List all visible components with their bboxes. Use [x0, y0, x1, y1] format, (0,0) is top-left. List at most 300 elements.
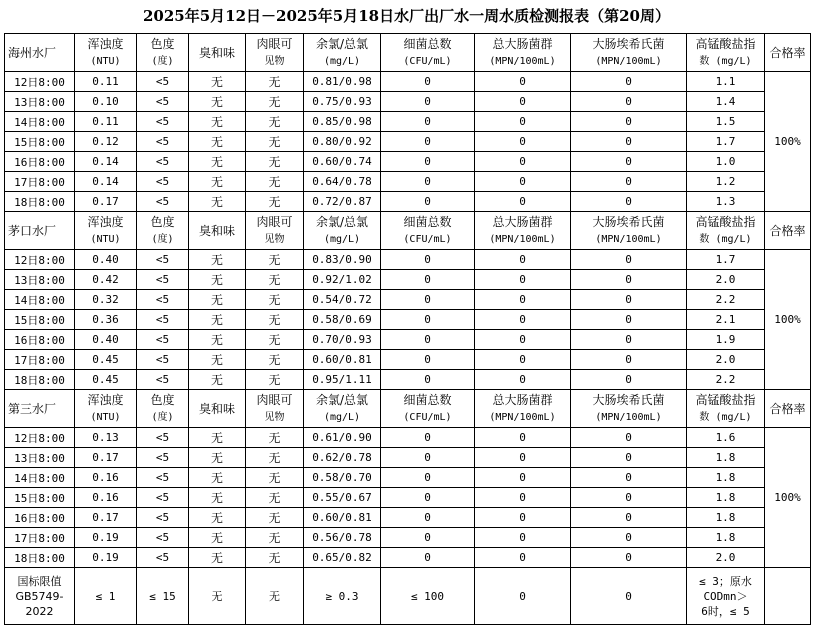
- ecoli-cell: 0: [571, 310, 687, 330]
- chlorine-cell: 0.65/0.82: [304, 548, 381, 568]
- header-bacteria-label: 细菌总数: [403, 214, 452, 229]
- header-chlorine-label: 余氯/总氯: [315, 214, 369, 229]
- turbidity-cell: 0.10: [75, 92, 137, 112]
- color-cell: <5: [137, 448, 189, 468]
- turbidity-cell: 0.45: [75, 350, 137, 370]
- coliform-cell: 0: [475, 488, 571, 508]
- plant-header-row: [5, 390, 811, 428]
- header-coliform-unit: (MPN/100mL): [489, 55, 556, 67]
- header-visible-label: 肉眼可: [256, 214, 293, 229]
- odor-cell: 无: [189, 112, 246, 132]
- odor-cell: 无: [189, 428, 246, 448]
- date-cell: 12日8:00: [5, 428, 75, 448]
- date-cell: 18日8:00: [5, 370, 75, 390]
- color-cell: <5: [137, 172, 189, 192]
- chlorine-cell: 0.56/0.78: [304, 528, 381, 548]
- ecoli-cell: 0: [571, 132, 687, 152]
- header-ecoli: [571, 212, 687, 250]
- header-chlorine-label: 余氯/总氯: [315, 392, 369, 407]
- header-odor: 臭和味: [189, 212, 246, 250]
- chlorine-cell: 0.83/0.90: [304, 250, 381, 270]
- header-visible: [246, 390, 304, 428]
- ecoli-cell: 0: [571, 112, 687, 132]
- color-cell: <5: [137, 468, 189, 488]
- table-row: [5, 330, 811, 350]
- chlorine-cell: 0.85/0.98: [304, 112, 381, 132]
- header-cod: [687, 34, 765, 72]
- odor-cell: 无: [189, 370, 246, 390]
- standard-limits-row: [5, 568, 811, 625]
- odor-cell: 无: [189, 488, 246, 508]
- bacteria-cell: 0: [381, 250, 475, 270]
- bacteria-cell: 0: [381, 112, 475, 132]
- visible-cell: 无: [246, 72, 304, 92]
- header-chlorine: [304, 390, 381, 428]
- odor-cell: 无: [189, 330, 246, 350]
- limit-odor: 无: [189, 568, 246, 625]
- header-cod: [687, 390, 765, 428]
- bacteria-cell: 0: [381, 310, 475, 330]
- color-cell: <5: [137, 310, 189, 330]
- odor-cell: 无: [189, 250, 246, 270]
- ecoli-cell: 0: [571, 72, 687, 92]
- coliform-cell: 0: [475, 92, 571, 112]
- limit-visible: 无: [246, 568, 304, 625]
- cod-cell: 1.2: [687, 172, 765, 192]
- turbidity-cell: 0.19: [75, 528, 137, 548]
- coliform-cell: 0: [475, 528, 571, 548]
- odor-cell: 无: [189, 448, 246, 468]
- coliform-cell: 0: [475, 448, 571, 468]
- date-cell: 14日8:00: [5, 112, 75, 132]
- header-pass-rate: 合格率: [765, 34, 811, 72]
- date-cell: 15日8:00: [5, 132, 75, 152]
- chlorine-cell: 0.55/0.67: [304, 488, 381, 508]
- cod-cell: 1.7: [687, 250, 765, 270]
- coliform-cell: 0: [475, 428, 571, 448]
- header-coliform-unit: (MPN/100mL): [489, 411, 556, 423]
- header-color-label: 色度: [150, 214, 175, 229]
- color-cell: <5: [137, 370, 189, 390]
- table-row: [5, 192, 811, 212]
- color-cell: <5: [137, 428, 189, 448]
- header-ecoli-label: 大肠埃希氏菌: [592, 36, 665, 51]
- header-color: [137, 390, 189, 428]
- table-row: [5, 310, 811, 330]
- visible-cell: 无: [246, 310, 304, 330]
- limit-cod-line: ≤ 3；原水: [699, 574, 752, 588]
- chlorine-cell: 0.60/0.81: [304, 350, 381, 370]
- chlorine-cell: 0.80/0.92: [304, 132, 381, 152]
- header-chlorine: [304, 212, 381, 250]
- visible-cell: 无: [246, 350, 304, 370]
- ecoli-cell: 0: [571, 350, 687, 370]
- cod-cell: 1.8: [687, 488, 765, 508]
- table-row: [5, 548, 811, 568]
- visible-cell: 无: [246, 370, 304, 390]
- table-row: [5, 112, 811, 132]
- visible-cell: 无: [246, 152, 304, 172]
- chlorine-cell: 0.54/0.72: [304, 290, 381, 310]
- bacteria-cell: 0: [381, 428, 475, 448]
- color-cell: <5: [137, 250, 189, 270]
- date-cell: 13日8:00: [5, 270, 75, 290]
- table-row: [5, 152, 811, 172]
- standard-label: [5, 568, 75, 625]
- header-ecoli-unit: (MPN/100mL): [595, 233, 662, 245]
- header-color-unit: (度): [151, 411, 174, 423]
- header-chlorine-unit: (mg/L): [323, 55, 361, 67]
- visible-cell: 无: [246, 488, 304, 508]
- header-odor: 臭和味: [189, 34, 246, 72]
- turbidity-cell: 0.17: [75, 508, 137, 528]
- turbidity-cell: 0.16: [75, 468, 137, 488]
- cod-cell: 1.4: [687, 92, 765, 112]
- header-turbidity: [75, 212, 137, 250]
- cod-cell: 1.8: [687, 448, 765, 468]
- table-row: [5, 132, 811, 152]
- bacteria-cell: 0: [381, 468, 475, 488]
- header-color: [137, 34, 189, 72]
- header-chlorine: [304, 34, 381, 72]
- header-turbidity: [75, 34, 137, 72]
- chlorine-cell: 0.92/1.02: [304, 270, 381, 290]
- bacteria-cell: 0: [381, 548, 475, 568]
- bacteria-cell: 0: [381, 192, 475, 212]
- coliform-cell: 0: [475, 508, 571, 528]
- date-cell: 12日8:00: [5, 72, 75, 92]
- bacteria-cell: 0: [381, 92, 475, 112]
- bacteria-cell: 0: [381, 132, 475, 152]
- date-cell: 17日8:00: [5, 528, 75, 548]
- color-cell: <5: [137, 132, 189, 152]
- table-row: [5, 290, 811, 310]
- date-cell: 16日8:00: [5, 330, 75, 350]
- bacteria-cell: 0: [381, 508, 475, 528]
- header-bacteria-unit: (CFU/mL): [403, 411, 452, 423]
- header-bacteria: [381, 34, 475, 72]
- ecoli-cell: 0: [571, 92, 687, 112]
- turbidity-cell: 0.13: [75, 428, 137, 448]
- table-row: [5, 72, 811, 92]
- header-bacteria-unit: (CFU/mL): [403, 233, 452, 245]
- odor-cell: 无: [189, 508, 246, 528]
- table-row: [5, 350, 811, 370]
- visible-cell: 无: [246, 448, 304, 468]
- header-ecoli: [571, 34, 687, 72]
- color-cell: <5: [137, 92, 189, 112]
- header-color-label: 色度: [150, 392, 175, 407]
- header-coliform-label: 总大肠菌群: [492, 36, 553, 51]
- cod-cell: 1.8: [687, 508, 765, 528]
- turbidity-cell: 0.19: [75, 548, 137, 568]
- header-visible-unit: 见物: [264, 411, 285, 423]
- coliform-cell: 0: [475, 290, 571, 310]
- odor-cell: 无: [189, 92, 246, 112]
- ecoli-cell: 0: [571, 290, 687, 310]
- pass-rate-cell: 100%: [765, 72, 811, 212]
- table-row: [5, 270, 811, 290]
- cod-cell: 1.9: [687, 330, 765, 350]
- turbidity-cell: 0.12: [75, 132, 137, 152]
- report-title: 2025年5月12日－2025年5月18日水厂出厂水一周水质检测报表（第20周）: [143, 7, 670, 25]
- cod-cell: 1.3: [687, 192, 765, 212]
- ecoli-cell: 0: [571, 488, 687, 508]
- plant-name: 海州水厂: [5, 34, 75, 72]
- table-row: [5, 172, 811, 192]
- limit-cod: [687, 568, 765, 625]
- standard-label-line: 2022: [25, 604, 54, 618]
- date-cell: 18日8:00: [5, 192, 75, 212]
- ecoli-cell: 0: [571, 172, 687, 192]
- turbidity-cell: 0.11: [75, 112, 137, 132]
- table-row: [5, 428, 811, 448]
- limit-coliform: 0: [475, 568, 571, 625]
- odor-cell: 无: [189, 310, 246, 330]
- coliform-cell: 0: [475, 330, 571, 350]
- ecoli-cell: 0: [571, 448, 687, 468]
- turbidity-cell: 0.36: [75, 310, 137, 330]
- plant-header-row: [5, 34, 811, 72]
- ecoli-cell: 0: [571, 370, 687, 390]
- ecoli-cell: 0: [571, 428, 687, 448]
- limit-cod-line: 6时，≤ 5: [701, 604, 750, 618]
- bacteria-cell: 0: [381, 330, 475, 350]
- color-cell: <5: [137, 488, 189, 508]
- cod-cell: 2.0: [687, 270, 765, 290]
- header-turbidity-unit: (NTU): [90, 411, 121, 423]
- header-color-label: 色度: [150, 36, 175, 51]
- limit-bacteria: ≤ 100: [381, 568, 475, 625]
- header-cod-label: 高锰酸盐指: [695, 214, 756, 229]
- odor-cell: 无: [189, 192, 246, 212]
- cod-cell: 2.0: [687, 548, 765, 568]
- ecoli-cell: 0: [571, 250, 687, 270]
- header-bacteria-unit: (CFU/mL): [403, 55, 452, 67]
- pass-rate-cell: 100%: [765, 250, 811, 390]
- limit-color: ≤ 15: [137, 568, 189, 625]
- coliform-cell: 0: [475, 468, 571, 488]
- color-cell: <5: [137, 270, 189, 290]
- ecoli-cell: 0: [571, 152, 687, 172]
- cod-cell: 2.2: [687, 290, 765, 310]
- limit-turbidity: ≤ 1: [75, 568, 137, 625]
- color-cell: <5: [137, 330, 189, 350]
- header-cod-unit: 数 (mg/L): [699, 55, 752, 67]
- table-row: [5, 92, 811, 112]
- date-cell: 14日8:00: [5, 468, 75, 488]
- coliform-cell: 0: [475, 270, 571, 290]
- cod-cell: 1.0: [687, 152, 765, 172]
- cod-cell: 1.5: [687, 112, 765, 132]
- header-ecoli: [571, 390, 687, 428]
- chlorine-cell: 0.81/0.98: [304, 72, 381, 92]
- header-chlorine-label: 余氯/总氯: [315, 36, 369, 51]
- chlorine-cell: 0.62/0.78: [304, 448, 381, 468]
- ecoli-cell: 0: [571, 330, 687, 350]
- date-cell: 14日8:00: [5, 290, 75, 310]
- cod-cell: 2.1: [687, 310, 765, 330]
- header-turbidity: [75, 390, 137, 428]
- date-cell: 17日8:00: [5, 350, 75, 370]
- header-color: [137, 212, 189, 250]
- header-turbidity-unit: (NTU): [90, 233, 121, 245]
- date-cell: 13日8:00: [5, 448, 75, 468]
- date-cell: 13日8:00: [5, 92, 75, 112]
- bacteria-cell: 0: [381, 172, 475, 192]
- visible-cell: 无: [246, 112, 304, 132]
- ecoli-cell: 0: [571, 270, 687, 290]
- limit-chlorine: ≥ 0.3: [304, 568, 381, 625]
- header-odor: 臭和味: [189, 390, 246, 428]
- header-turbidity-label: 浑浊度: [87, 36, 124, 51]
- date-cell: 12日8:00: [5, 250, 75, 270]
- header-visible-label: 肉眼可: [256, 36, 293, 51]
- visible-cell: 无: [246, 172, 304, 192]
- standard-label-line: GB5749-: [15, 589, 64, 603]
- odor-cell: 无: [189, 172, 246, 192]
- chlorine-cell: 0.60/0.81: [304, 508, 381, 528]
- chlorine-cell: 0.58/0.69: [304, 310, 381, 330]
- color-cell: <5: [137, 152, 189, 172]
- header-turbidity-unit: (NTU): [90, 55, 121, 67]
- date-cell: 18日8:00: [5, 548, 75, 568]
- bacteria-cell: 0: [381, 152, 475, 172]
- table-row: [5, 250, 811, 270]
- visible-cell: 无: [246, 290, 304, 310]
- table-row: [5, 370, 811, 390]
- header-pass-rate: 合格率: [765, 212, 811, 250]
- header-chlorine-unit: (mg/L): [323, 233, 361, 245]
- plant-header-row: [5, 212, 811, 250]
- header-visible-unit: 见物: [264, 55, 285, 67]
- standard-label-line: 国标限值: [17, 574, 62, 588]
- ecoli-cell: 0: [571, 468, 687, 488]
- ecoli-cell: 0: [571, 528, 687, 548]
- coliform-cell: 0: [475, 370, 571, 390]
- header-bacteria-label: 细菌总数: [403, 392, 452, 407]
- header-cod: [687, 212, 765, 250]
- header-coliform-label: 总大肠菌群: [492, 392, 553, 407]
- coliform-cell: 0: [475, 350, 571, 370]
- header-turbidity-label: 浑浊度: [87, 214, 124, 229]
- color-cell: <5: [137, 72, 189, 92]
- bacteria-cell: 0: [381, 488, 475, 508]
- header-visible-unit: 见物: [264, 233, 285, 245]
- bacteria-cell: 0: [381, 72, 475, 92]
- odor-cell: 无: [189, 528, 246, 548]
- odor-cell: 无: [189, 350, 246, 370]
- color-cell: <5: [137, 290, 189, 310]
- visible-cell: 无: [246, 330, 304, 350]
- chlorine-cell: 0.70/0.93: [304, 330, 381, 350]
- date-cell: 16日8:00: [5, 508, 75, 528]
- coliform-cell: 0: [475, 112, 571, 132]
- limit-cod-line: CODmn＞: [703, 589, 748, 603]
- coliform-cell: 0: [475, 250, 571, 270]
- odor-cell: 无: [189, 468, 246, 488]
- header-visible-label: 肉眼可: [256, 392, 293, 407]
- cod-cell: 1.8: [687, 528, 765, 548]
- visible-cell: 无: [246, 548, 304, 568]
- odor-cell: 无: [189, 548, 246, 568]
- header-coliform: [475, 212, 571, 250]
- visible-cell: 无: [246, 428, 304, 448]
- visible-cell: 无: [246, 270, 304, 290]
- ecoli-cell: 0: [571, 548, 687, 568]
- limit-pass-rate: [765, 568, 811, 625]
- plant-name: 茅口水厂: [5, 212, 75, 250]
- turbidity-cell: 0.42: [75, 270, 137, 290]
- coliform-cell: 0: [475, 132, 571, 152]
- header-color-unit: (度): [151, 55, 174, 67]
- chlorine-cell: 0.75/0.93: [304, 92, 381, 112]
- header-coliform-label: 总大肠菌群: [492, 214, 553, 229]
- turbidity-cell: 0.40: [75, 330, 137, 350]
- date-cell: 15日8:00: [5, 310, 75, 330]
- header-coliform: [475, 34, 571, 72]
- header-cod-unit: 数 (mg/L): [699, 411, 752, 423]
- coliform-cell: 0: [475, 548, 571, 568]
- bacteria-cell: 0: [381, 448, 475, 468]
- turbidity-cell: 0.14: [75, 172, 137, 192]
- header-bacteria: [381, 212, 475, 250]
- header-coliform-unit: (MPN/100mL): [489, 233, 556, 245]
- header-ecoli-unit: (MPN/100mL): [595, 411, 662, 423]
- coliform-cell: 0: [475, 310, 571, 330]
- coliform-cell: 0: [475, 172, 571, 192]
- coliform-cell: 0: [475, 152, 571, 172]
- coliform-cell: 0: [475, 192, 571, 212]
- header-bacteria: [381, 390, 475, 428]
- header-coliform: [475, 390, 571, 428]
- cod-cell: 2.0: [687, 350, 765, 370]
- visible-cell: 无: [246, 468, 304, 488]
- bacteria-cell: 0: [381, 270, 475, 290]
- table-row: [5, 468, 811, 488]
- visible-cell: 无: [246, 528, 304, 548]
- turbidity-cell: 0.16: [75, 488, 137, 508]
- cod-cell: 1.8: [687, 468, 765, 488]
- odor-cell: 无: [189, 132, 246, 152]
- table-row: [5, 528, 811, 548]
- odor-cell: 无: [189, 290, 246, 310]
- header-visible: [246, 212, 304, 250]
- header-cod-unit: 数 (mg/L): [699, 233, 752, 245]
- date-cell: 17日8:00: [5, 172, 75, 192]
- header-pass-rate: 合格率: [765, 390, 811, 428]
- table-row: [5, 508, 811, 528]
- ecoli-cell: 0: [571, 508, 687, 528]
- bacteria-cell: 0: [381, 350, 475, 370]
- turbidity-cell: 0.40: [75, 250, 137, 270]
- coliform-cell: 0: [475, 72, 571, 92]
- odor-cell: 无: [189, 72, 246, 92]
- turbidity-cell: 0.11: [75, 72, 137, 92]
- color-cell: <5: [137, 112, 189, 132]
- cod-cell: 1.7: [687, 132, 765, 152]
- color-cell: <5: [137, 350, 189, 370]
- bacteria-cell: 0: [381, 528, 475, 548]
- date-cell: 15日8:00: [5, 488, 75, 508]
- header-cod-label: 高锰酸盐指: [695, 36, 756, 51]
- header-chlorine-unit: (mg/L): [323, 411, 361, 423]
- visible-cell: 无: [246, 192, 304, 212]
- turbidity-cell: 0.17: [75, 448, 137, 468]
- odor-cell: 无: [189, 270, 246, 290]
- turbidity-cell: 0.45: [75, 370, 137, 390]
- table-row: [5, 448, 811, 468]
